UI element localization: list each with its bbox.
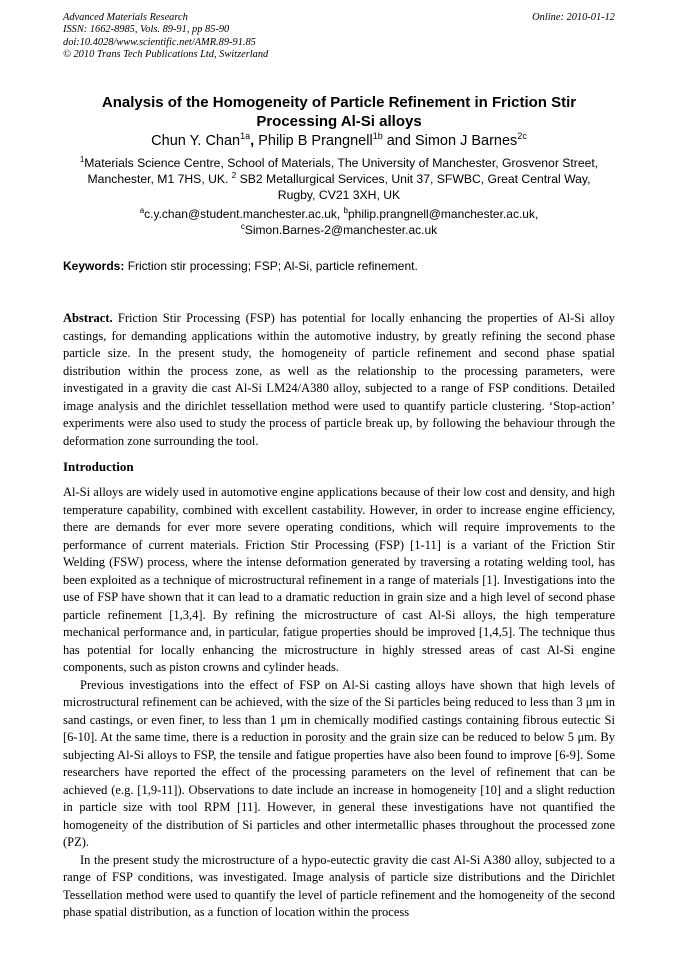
journal-name: Advanced Materials Research bbox=[63, 12, 188, 23]
affiliation-mark: 1 bbox=[79, 155, 85, 164]
author-separator: and bbox=[382, 133, 415, 149]
email-link[interactable]: Simon.Barnes-2@manchester.ac.uk bbox=[244, 222, 438, 237]
author-affiliation-mark: 2c bbox=[517, 131, 527, 141]
paper-title bbox=[63, 93, 615, 131]
abstract-text: Friction Stir Processing (FSP) has potential for locally enhancing the properties of Al-Si alloy castings, for demanding applications within the automotive industry, by greatly refining the second phase particle size. In the present study, the homogeneity of particle refinement and second phase spatial distribution within the process zone, as well as the relationship to the processing parameters, were investigated in a gravity die cast Al-Si LM24/A380 alloy, subjected to a range of FSP conditions. Detailed image analysis and the dirichlet tessellation method were used to quantify particle clustering. ‘Stop-action’ experiments were also used to study the process of particle break up, by following the behaviour through the deformation zone surrounding the tool. bbox=[63, 311, 615, 448]
title-line-1: Analysis of the Homogeneity of Particle Refinement in Friction Stir bbox=[101, 94, 577, 111]
author-name: Simon J Barnes bbox=[414, 133, 518, 149]
online-date: Online: 2010-01-12 bbox=[532, 12, 615, 23]
paragraph: In the present study the microstructure of a hypo-eutectic gravity die cast Al-Si A380 alloy, subjected to a range of FSP conditions, was investigated. Image analysis of particle size distributions and the Dirichlet Tessellation method were used to quantify the level of particle refinement and the homogeneity of the second phase spatial distribution, as a function of location within the process bbox=[63, 852, 615, 919]
affiliation-text: Materials Science Centre, School of Materials, The University of Manchester, Grosvenor Street, bbox=[84, 156, 599, 170]
affiliation-line bbox=[63, 187, 615, 203]
affiliation-mark: 2 bbox=[231, 171, 237, 180]
issn-line: ISSN: 1662-8985, Vols. 89-91, pp 85-90 bbox=[63, 24, 230, 36]
author-affiliation-mark: 1b bbox=[372, 131, 383, 141]
paragraph: Al-Si alloys are widely used in automotive engine applications because of their low cost and density, and high temperature capability, combined with excellent castability. However, in order to increase engine efficiency, there are demands for ever more severe operating conditions, which will require improvements to the performance of current materials. Friction Stir Processing (FSP) [1-11] is a variant of the Friction Stir Welding (FSW) process, where the intense deformation generated by traversing a rotating welding tool, has been exploited as a technique of microstructural refinement in a range of materials [1]. Investigations into the use of FSP have shown that it can lead to a dramatic reduction in grain size and a high level of second phase particle refinement [1,3,4]. By refining the microstructure of cast Al-Si alloys, the high temperature mechanical performance and, in particular, fatigue properties should be improved [1,4,5]. The technique thus has potential for locally enhancing the microstructure in highly stressed areas of cast Al-Si engine components, such as piston crowns and cylinder heads. bbox=[63, 485, 615, 674]
title-line-2: Processing Al-Si alloys bbox=[256, 113, 422, 130]
affiliations bbox=[63, 155, 615, 203]
affiliation-text: SB2 Metallurgical Services, Unit 37, SFWBC, Great Central Way, bbox=[236, 172, 591, 186]
author-affiliation-mark: 1a bbox=[240, 131, 251, 141]
affiliation-text: Rugby, CV21 3XH, UK bbox=[277, 188, 401, 202]
keywords-text: Friction stir processing; FSP; Al-Si, particle refinement. bbox=[124, 259, 418, 273]
keywords bbox=[63, 259, 615, 274]
introduction-body bbox=[63, 484, 615, 922]
email-mark: c bbox=[240, 221, 245, 231]
affiliation-line bbox=[63, 171, 615, 187]
email-mark: a bbox=[139, 206, 145, 215]
author-name: Chun Y. Chan bbox=[151, 133, 241, 149]
abstract-label: Abstract. bbox=[63, 311, 113, 325]
affiliation-text: Manchester, M1 7HS, UK. bbox=[87, 172, 229, 186]
author-emails bbox=[63, 207, 615, 238]
journal-header bbox=[63, 12, 615, 62]
email-line bbox=[63, 223, 615, 239]
paragraph: Previous investigations into the effect of FSP on Al-Si casting alloys have shown that high levels of microstructural refinement can be achieved, with the size of the Si particles being reduced to less than 3 μm in sand castings, or even finer, to less than 1 μm in chemically modified castings containing fibrous eutectic Si [6-10]. At the same time, there is a reduction in porosity and the grain size can be reduced to below 5 μm. By subjecting Al-Si alloys to FSP, the tensile and fatigue properties have also been found to improve [6-9]. Some researchers have reported the effect of the processing parameters on the level of refinement that can be achieved (e.g. [1,9-11]). Observations to date include an increase in homogeneity [10] and a slight reduction in particle size with tool RPM [11]. However, in general these investigations have not quantified the homogeneity of the distribution of Si particles and other intermetallic phases throughout the processed zone (PZ). bbox=[63, 677, 615, 849]
email-line bbox=[63, 207, 615, 223]
abstract bbox=[63, 310, 615, 450]
email-mark: b bbox=[343, 206, 348, 215]
section-heading-introduction: Introduction bbox=[63, 459, 134, 474]
affiliation-line bbox=[63, 155, 615, 171]
doi-line: doi:10.4028/www.scientific.net/AMR.89-91.85 bbox=[63, 36, 256, 48]
email-link[interactable]: philip.prangnell@manchester.ac.uk, bbox=[348, 207, 539, 221]
copyright-line: © 2010 Trans Tech Publications Ltd, Switzerland bbox=[63, 49, 269, 61]
author-separator: , bbox=[250, 133, 259, 149]
author-name: Philip B Prangnell bbox=[258, 133, 373, 149]
keywords-label: Keywords: bbox=[63, 259, 125, 273]
email-link[interactable]: c.y.chan@student.manchester.ac.uk, bbox=[144, 207, 344, 221]
author-list bbox=[63, 132, 615, 150]
